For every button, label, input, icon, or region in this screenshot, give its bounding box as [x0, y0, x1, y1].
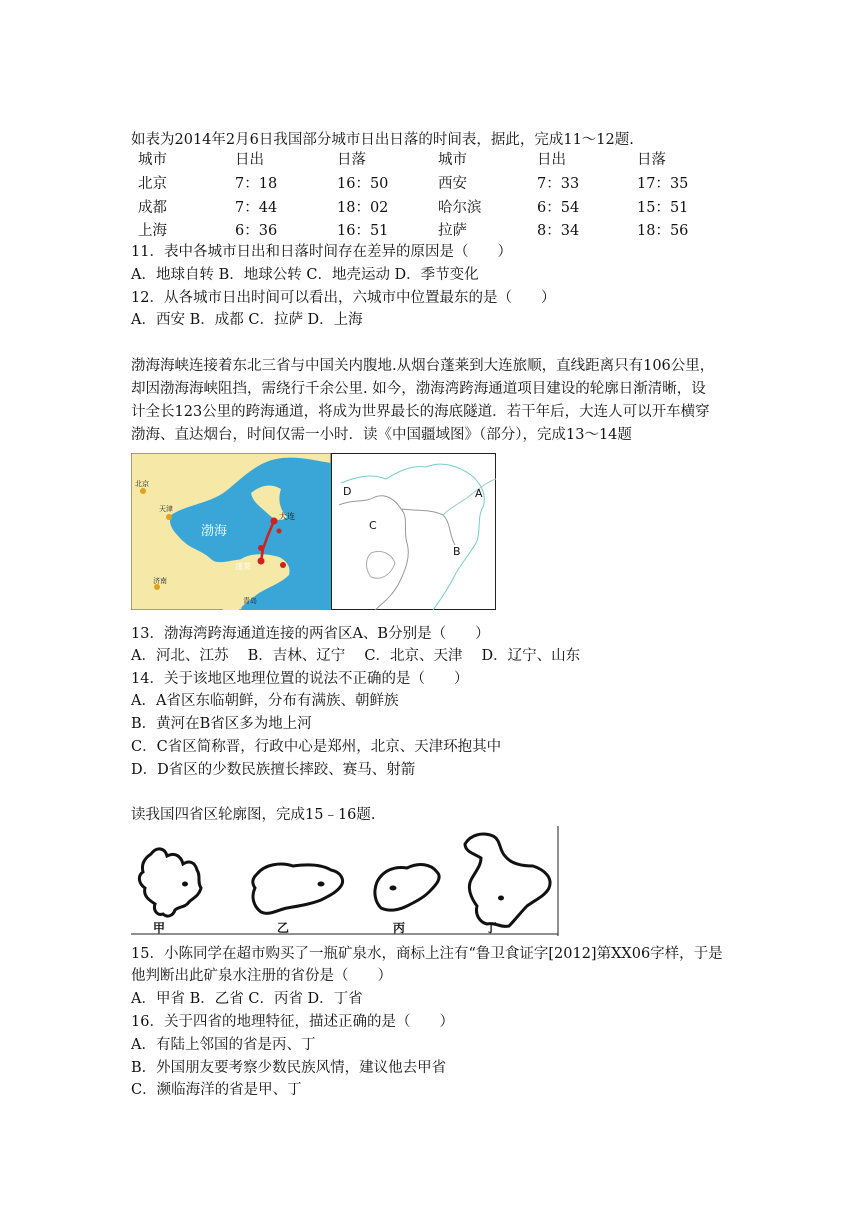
- table-cell: 17：35: [637, 176, 689, 192]
- city-label-jinan: 济南: [153, 577, 167, 585]
- table-cell: 7：18: [235, 176, 278, 192]
- question-11-options: A．地球自转 B．地球公转 C．地壳运动 D．季节变化: [131, 267, 479, 283]
- city-label-tianjin: 天津: [159, 505, 173, 513]
- passage-line: 渤海海峡连接着东北三省与中国关内腹地.从烟台蓬莱到大连旅顺，直线距离只有106公里，: [131, 358, 715, 374]
- passage-line: 却因渤海海峡阻挡，需绕行千余公里. 如今，渤海湾跨海通道项目建设的轮廓日渐清晰，设: [131, 381, 706, 397]
- question-14-option: D．D省区的少数民族擅长摔跤、赛马、射箭: [131, 762, 416, 778]
- province-outline-yi: [253, 864, 343, 913]
- province-outline-ding: [465, 834, 550, 926]
- question-12-options: A．西安 B．成都 C．拉萨 D．上海: [131, 312, 363, 328]
- passage-line: 渤海、直达烟台，时间仅需一小时．读《中国疆域图》（部分），完成13～14题: [131, 427, 632, 443]
- label-A: A: [475, 487, 483, 500]
- label-yi: 乙: [277, 921, 290, 935]
- question-15-options: A．甲省 B．乙省 C．丙省 D．丁省: [131, 991, 363, 1007]
- label-jia: 甲: [153, 921, 166, 935]
- label-B: B: [453, 545, 461, 558]
- capital-dot: [390, 886, 397, 891]
- intro-text-11-12: 如表为2014年2月6日我国部分城市日出日落的时间表，据此，完成11～12题.: [131, 132, 634, 148]
- city-label-dalian: 大连: [279, 512, 295, 521]
- dalian-dot: [271, 518, 278, 525]
- table-cell: 北京: [138, 176, 167, 192]
- city-label-penglai: 蓬莱: [235, 562, 251, 571]
- table-header: 日落: [637, 152, 666, 168]
- penglai-dot: [258, 558, 265, 565]
- question-16-option: B．外国朋友要考察少数民族风情，建议他去甲省: [131, 1060, 447, 1076]
- question-14-option: A．A省区东临朝鲜，分布有满族、朝鲜族: [131, 693, 399, 709]
- passage-line: 计全长123公里的跨海通道，将成为世界最长的海底隧道．若干年后，大连人可以开车横穿: [131, 404, 710, 420]
- island-dot: [258, 545, 264, 551]
- province-outline-bing: [375, 865, 439, 911]
- intro-text-15-16: 读我国四省区轮廓图，完成15﹣16题.: [131, 807, 376, 823]
- label-C: C: [369, 519, 377, 532]
- table-cell: 18：56: [637, 223, 689, 239]
- table-header: 城市: [438, 152, 467, 168]
- sea-label: 渤海: [201, 524, 228, 539]
- capital-dot: [318, 882, 325, 887]
- table-cell: 15：51: [637, 200, 689, 216]
- table-cell: 西安: [438, 176, 467, 192]
- city-label-qingdao: 青岛: [243, 597, 257, 605]
- city-dot: [277, 529, 282, 534]
- label-ding: 丁: [485, 921, 498, 935]
- question-16-option: C．濒临海洋的省是甲、丁: [131, 1082, 302, 1098]
- table-cell: 拉萨: [438, 223, 467, 239]
- bohai-map: [131, 453, 331, 610]
- label-bing: 丙: [393, 921, 406, 935]
- province-outline-map: [331, 453, 496, 610]
- question-16: 16．关于四省的地理特征，描述正确的是（ ）: [131, 1014, 454, 1030]
- province-outline-jia: [139, 849, 201, 916]
- table-cell: 7：33: [537, 176, 580, 192]
- capital-dot: [182, 882, 188, 887]
- table-cell: 哈尔滨: [438, 200, 482, 216]
- table-header: 日落: [337, 152, 366, 168]
- table-header: 城市: [138, 152, 167, 168]
- question-13: 13．渤海湾跨海通道连接的两省区A、B分别是（ ）: [131, 626, 490, 642]
- question-14: 14．关于该地区地理位置的说法不正确的是（ ）: [131, 671, 469, 687]
- beijing-dot: [140, 488, 146, 494]
- label-D: D: [343, 485, 352, 498]
- table-cell: 上海: [138, 223, 167, 239]
- table-header: 日出: [235, 152, 264, 168]
- question-15: 他判断出此矿泉水注册的省份是（ ）: [131, 968, 392, 984]
- table-cell: 18：02: [337, 200, 389, 216]
- table-cell: 6：54: [537, 200, 580, 216]
- city-label-beijing: 北京: [135, 480, 149, 488]
- question-12: 12．从各城市日出时间可以看出，六城市中位置最东的是（ ）: [131, 290, 556, 306]
- question-11: 11．表中各城市日出和日落时间存在差异的原因是（ ）: [131, 244, 512, 260]
- question-14-option: C．C省区简称晋，行政中心是郑州，北京、天津环抱其中: [131, 739, 502, 755]
- question-14-option: B．黄河在B省区多为地上河: [131, 716, 312, 732]
- question-16-option: A．有陆上邻国的省是丙、丁: [131, 1037, 316, 1053]
- question-15: 15．小陈同学在超市购买了一瓶矿泉水，商标上注有“鲁卫食证字[2012]第XX06字样，于是: [131, 946, 723, 962]
- table-cell: 8：34: [537, 223, 580, 239]
- table-header: 日出: [537, 152, 566, 168]
- tianjin-dot: [166, 514, 172, 520]
- table-cell: 16：50: [337, 176, 389, 192]
- map-frame: [331, 453, 496, 610]
- table-cell: 6：36: [235, 223, 278, 239]
- table-cell: 16：51: [337, 223, 389, 239]
- table-cell: 7：44: [235, 200, 278, 216]
- table-cell: 成都: [138, 200, 167, 216]
- capital-dot: [498, 896, 504, 901]
- city-dot: [280, 562, 286, 568]
- question-13-options: A．河北、江苏 B．吉林、辽宁 C．北京、天津 D．辽宁、山东: [131, 648, 581, 664]
- province-outlines-figure: [131, 826, 561, 936]
